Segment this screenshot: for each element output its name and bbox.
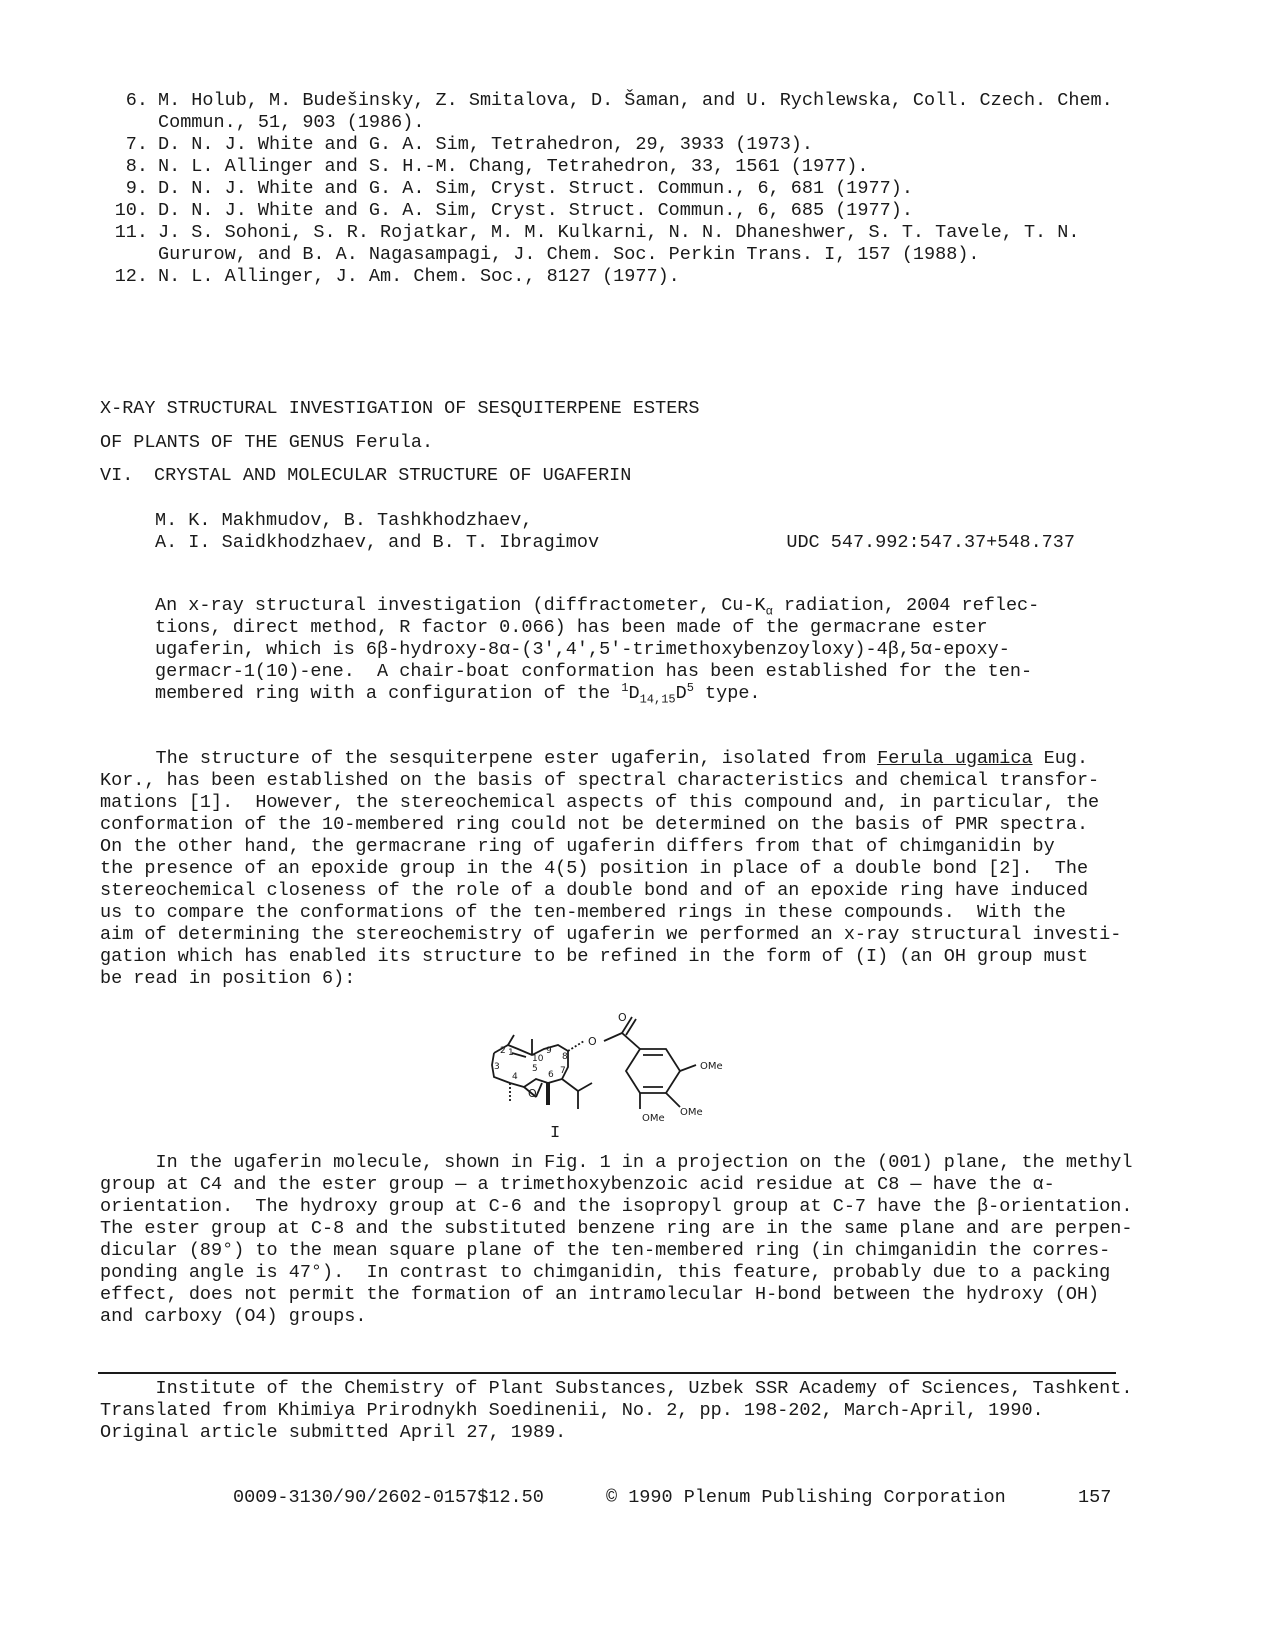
atom-label: OMe xyxy=(700,1061,723,1072)
copyright: © 1990 Plenum Publishing Corporation xyxy=(606,1487,1006,1508)
reference-item xyxy=(100,266,1140,288)
footnote-line: Translated from Khimiya Prirodnykh Soedinenii, No. 2, pp. 198-202, March-April, 1990. xyxy=(100,1400,1044,1421)
carbon-number: 7 xyxy=(560,1066,566,1076)
reference-number: 7. xyxy=(125,134,148,155)
subscript: 14,15 xyxy=(639,692,676,707)
reference-line: D. N. J. White and G. A. Sim, Cryst. Struct. Commun., 6, 681 (1977). xyxy=(158,178,913,199)
abstract-text: radiation, 2004 reflec- xyxy=(772,595,1040,616)
author-line: A. I. Saidkhodzhaev, and B. T. Ibragimov xyxy=(155,532,600,553)
body-line: On the other hand, the germacrane ring of ugaferin differs from that of chimganidin by xyxy=(100,836,1055,857)
article-title-line-3 xyxy=(100,465,631,487)
reference-item xyxy=(100,178,1140,200)
reference-number: 12. xyxy=(114,266,148,287)
ester-bond xyxy=(604,1033,622,1041)
abstract-text: type. xyxy=(693,683,761,704)
article-title-line-2: OF PLANTS OF THE GENUS Ferula. xyxy=(100,432,434,453)
subscript-alpha: α xyxy=(765,604,773,619)
compound-label: I xyxy=(550,1124,561,1143)
atom-label: O xyxy=(528,1087,537,1100)
abstract-text: An x-ray structural investigation (diffractometer, Cu-K xyxy=(155,595,766,616)
body-line: the presence of an epoxide group in the 4(5) position in place of a double bond [2]. The xyxy=(100,858,1089,879)
reference-list xyxy=(100,90,1140,288)
body-line: aim of determining the stereochemistry of ugaferin we performed an x-ray structural investi- xyxy=(100,924,1122,945)
reference-item xyxy=(100,156,1140,178)
reference-number: 6. xyxy=(125,90,148,111)
double-bond xyxy=(512,1053,526,1057)
reference-line: M. Holub, M. Budešinsky, Z. Smitalova, D. Šaman, and U. Rychlewska, Coll. Czech. Chem. xyxy=(158,90,1113,111)
reference-number: 8. xyxy=(125,156,148,177)
reference-item xyxy=(100,90,1140,134)
carbon-number: 3 xyxy=(494,1062,500,1072)
carbonyl-bond xyxy=(626,1019,636,1035)
article-code: 0009-3130/90/2602-0157$12.50 xyxy=(233,1487,544,1508)
reference-line: D. N. J. White and G. A. Sim, Cryst. Struct. Commun., 6, 685 (1977). xyxy=(158,200,913,221)
abstract xyxy=(155,595,1055,705)
carbon-number: 4 xyxy=(512,1072,518,1082)
body-line: Kor., has been established on the basis of spectral characteristics and chemical transfor- xyxy=(100,770,1100,791)
superscript: 1 xyxy=(621,680,629,695)
carbon-number: 1 xyxy=(508,1048,514,1058)
body-line: be read in position 6): xyxy=(100,968,356,989)
body-line: stereochemical closeness of the role of a double bond and of an epoxide ring have induced xyxy=(100,880,1089,901)
reference-number: 9. xyxy=(125,178,148,199)
abstract-line xyxy=(155,595,1055,617)
structure-drawing xyxy=(480,1005,780,1150)
body-text: The structure of the sesquiterpene ester ugaferin, isolated from xyxy=(100,748,878,769)
isopropyl-bond xyxy=(562,1079,578,1091)
body-line: orientation. The hydroxy group at C-6 and the isopropyl group at C-7 have the β-orientation. xyxy=(100,1196,1133,1217)
carbon-number: 8 xyxy=(562,1052,568,1062)
carbon-number: 10 xyxy=(532,1054,544,1064)
udc-code: UDC 547.992:547.37+548.737 xyxy=(786,532,1075,553)
body-paragraph-2 xyxy=(100,1152,1140,1328)
reference-number: 10. xyxy=(114,200,148,221)
atom-label: O xyxy=(618,1011,627,1024)
body-line: dicular (89°) to the mean square plane of the ten-membered ring (in chimganidin the corres- xyxy=(100,1240,1111,1261)
carbon-number: 2 xyxy=(500,1046,506,1056)
page-number: 157 xyxy=(1078,1487,1112,1508)
body-line: effect, does not permit the formation of an intramolecular H-bond between the hydroxy (OH) xyxy=(100,1284,1100,1305)
reference-line: Commun., 51, 903 (1986). xyxy=(158,112,425,133)
author-line: M. K. Makhmudov, B. Tashkhodzhaev, xyxy=(155,510,533,531)
ester-bond xyxy=(568,1041,584,1051)
subtitle: CRYSTAL AND MOLECULAR STRUCTURE OF UGAFERIN xyxy=(154,465,632,486)
footnote-line: Institute of the Chemistry of Plant Substances, Uzbek SSR Academy of Sciences, Tashkent. xyxy=(100,1378,1133,1399)
abstract-text: D xyxy=(628,683,640,704)
carbon-number: 9 xyxy=(546,1046,552,1056)
footnote xyxy=(100,1378,1140,1444)
body-line: mations [1]. However, the stereochemical aspects of this compound and, in particular, the xyxy=(100,792,1100,813)
ester-bond xyxy=(622,1033,640,1049)
body-line xyxy=(100,748,1140,770)
reference-line: N. L. Allinger, J. Am. Chem. Soc., 8127 (1977). xyxy=(158,266,680,287)
abstract-line: germacr-1(10)-ene. A chair-boat conformation has been established for the ten- xyxy=(155,661,1033,682)
body-line: group at C4 and the ester group — a trimethoxybenzoic acid residue at C8 — have the α- xyxy=(100,1174,1055,1195)
body-line: In the ugaferin molecule, shown in Fig. 1 in a projection on the (001) plane, the methyl xyxy=(100,1152,1133,1173)
atom-label: OMe xyxy=(680,1107,703,1118)
reference-text xyxy=(148,90,1140,134)
author-block xyxy=(155,510,1075,554)
carbon-number: 5 xyxy=(532,1064,538,1074)
reference-item xyxy=(100,134,1140,156)
superscript: 5 xyxy=(686,680,694,695)
body-line: us to compare the conformations of the ten-membered rings in these compounds. With the xyxy=(100,902,1066,923)
abstract-text: D xyxy=(675,683,687,704)
atom-label: OMe xyxy=(642,1113,665,1124)
ring-bond xyxy=(508,1035,514,1045)
reference-line: N. L. Allinger and S. H.-M. Chang, Tetrahedron, 33, 1561 (1977). xyxy=(158,156,869,177)
footnote-line: Original article submitted April 27, 1989. xyxy=(100,1422,567,1443)
body-line: gation which has enabled its structure to be refined in the form of (I) (an OH group must xyxy=(100,946,1089,967)
chemical-structure-figure xyxy=(480,1005,780,1150)
footnote-divider xyxy=(98,1372,1116,1374)
body-line: and carboxy (O4) groups. xyxy=(100,1306,367,1327)
reference-item xyxy=(100,200,1140,222)
body-line: conformation of the 10-membered ring could not be determined on the basis of PMR spectra. xyxy=(100,814,1089,835)
reference-text xyxy=(148,222,1140,266)
body-line: ponding angle is 47°). In contrast to chimganidin, this feature, probably due to a packing xyxy=(100,1262,1111,1283)
abstract-line xyxy=(155,680,1055,707)
epoxide-bond xyxy=(536,1083,542,1097)
part-number: VI. xyxy=(100,465,134,486)
carbon-number: 6 xyxy=(548,1070,554,1080)
reference-line: J. S. Sohoni, S. R. Rojatkar, M. M. Kulkarni, N. N. Dhaneshwer, S. T. Tavele, T. N. xyxy=(158,222,1080,243)
reference-item xyxy=(100,222,1140,266)
body-text: Eug. xyxy=(1032,748,1089,769)
body-line: The ester group at C-8 and the substituted benzene ring are in the same plane and are perpen- xyxy=(100,1218,1133,1239)
abstract-line: ugaferin, which is 6β-hydroxy-8α-(3',4',5'-trimethoxybenzoyloxy)-4β,5α-epoxy- xyxy=(155,639,1010,660)
article-title-line-1: X-RAY STRUCTURAL INVESTIGATION OF SESQUITERPENE ESTERS xyxy=(100,398,700,419)
abstract-line: tions, direct method, R factor 0.066) has been made of the germacrane ester xyxy=(155,617,988,638)
reference-line: D. N. J. White and G. A. Sim, Tetrahedron, 29, 3933 (1973). xyxy=(158,134,814,155)
abstract-text: membered ring with a configuration of the xyxy=(155,683,622,704)
atom-label: O xyxy=(588,1035,597,1048)
substituent-bond xyxy=(666,1093,680,1107)
substituent-bond xyxy=(680,1065,696,1071)
reference-number: 11. xyxy=(114,222,148,243)
reference-line: Gururow, and B. A. Nagasampagi, J. Chem. Soc. Perkin Trans. I, 157 (1988). xyxy=(158,244,980,265)
species-name: Ferula ugamica xyxy=(877,748,1033,769)
isopropyl-bond xyxy=(578,1083,592,1091)
body-paragraph-1 xyxy=(100,748,1140,990)
